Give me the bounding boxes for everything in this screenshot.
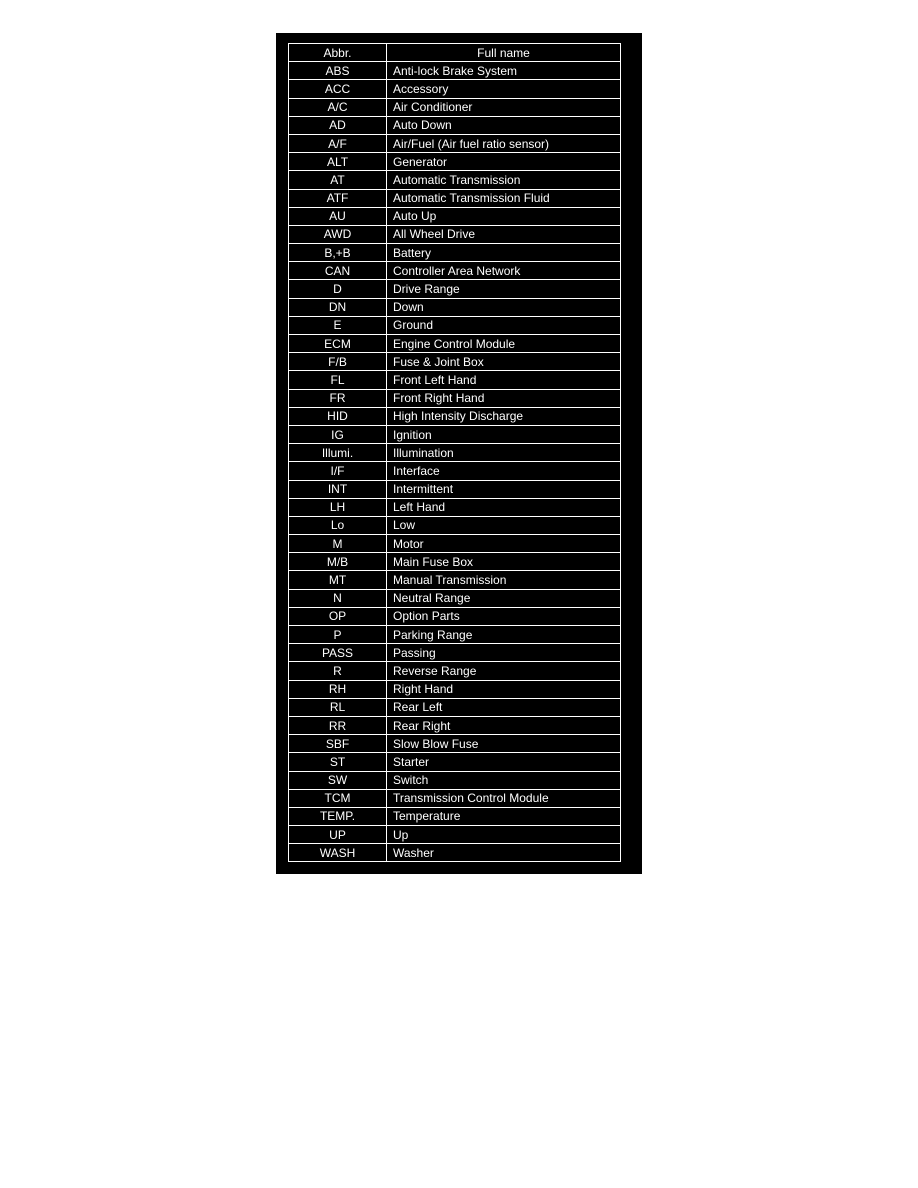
full-name-cell: Left Hand: [387, 498, 621, 516]
full-name-cell: Air Conditioner: [387, 98, 621, 116]
full-name-cell: Manual Transmission: [387, 571, 621, 589]
full-name-cell: Down: [387, 298, 621, 316]
abbr-cell: DN: [289, 298, 387, 316]
table-row: [289, 826, 621, 844]
full-name-cell: Rear Left: [387, 698, 621, 716]
table-row: [289, 771, 621, 789]
full-name-cell: Up: [387, 826, 621, 844]
abbr-cell: AWD: [289, 225, 387, 243]
table-row: [289, 662, 621, 680]
abbr-cell: INT: [289, 480, 387, 498]
full-name-cell: Rear Right: [387, 716, 621, 734]
full-name-cell: Low: [387, 516, 621, 534]
full-name-cell: Washer: [387, 844, 621, 862]
abbr-cell: MT: [289, 571, 387, 589]
table-row: [289, 753, 621, 771]
full-name-cell: All Wheel Drive: [387, 225, 621, 243]
full-name-cell: Front Left Hand: [387, 371, 621, 389]
table-row: [289, 553, 621, 571]
table-row: [289, 189, 621, 207]
full-name-cell: Option Parts: [387, 607, 621, 625]
table-row: [289, 735, 621, 753]
table-row: [289, 807, 621, 825]
table-row: [289, 571, 621, 589]
abbr-cell: E: [289, 316, 387, 334]
full-name-cell: Accessory: [387, 80, 621, 98]
table-row: [289, 262, 621, 280]
abbr-cell: SBF: [289, 735, 387, 753]
abbr-cell: RR: [289, 716, 387, 734]
table-row: [289, 844, 621, 862]
table-row: [289, 626, 621, 644]
abbr-cell: RH: [289, 680, 387, 698]
abbr-cell: N: [289, 589, 387, 607]
full-name-cell: Temperature: [387, 807, 621, 825]
table-row: [289, 225, 621, 243]
abbr-cell: ACC: [289, 80, 387, 98]
abbr-cell: FR: [289, 389, 387, 407]
full-name-cell: Interface: [387, 462, 621, 480]
full-name-cell: Switch: [387, 771, 621, 789]
full-name-cell: Automatic Transmission: [387, 171, 621, 189]
full-name-cell: Main Fuse Box: [387, 553, 621, 571]
table-row: [289, 353, 621, 371]
table-row: [289, 298, 621, 316]
abbr-cell: ST: [289, 753, 387, 771]
abbr-cell: IG: [289, 425, 387, 443]
full-name-cell: Auto Down: [387, 116, 621, 134]
abbr-cell: TEMP.: [289, 807, 387, 825]
header-abbr: Abbr.: [289, 44, 387, 62]
full-name-cell: Battery: [387, 244, 621, 262]
abbr-cell: P: [289, 626, 387, 644]
full-name-cell: Motor: [387, 535, 621, 553]
full-name-cell: Controller Area Network: [387, 262, 621, 280]
table-row: [289, 462, 621, 480]
full-name-cell: Front Right Hand: [387, 389, 621, 407]
full-name-cell: Parking Range: [387, 626, 621, 644]
full-name-cell: Engine Control Module: [387, 335, 621, 353]
table-row: [289, 680, 621, 698]
table-row: [289, 335, 621, 353]
abbr-cell: LH: [289, 498, 387, 516]
full-name-cell: Neutral Range: [387, 589, 621, 607]
full-name-cell: Right Hand: [387, 680, 621, 698]
table-row: [289, 116, 621, 134]
full-name-cell: Ignition: [387, 425, 621, 443]
table-row: [289, 389, 621, 407]
table-row: [289, 62, 621, 80]
table-row: [289, 316, 621, 334]
table-row: [289, 171, 621, 189]
abbr-cell: ABS: [289, 62, 387, 80]
abbr-cell: R: [289, 662, 387, 680]
full-name-cell: Reverse Range: [387, 662, 621, 680]
full-name-cell: Drive Range: [387, 280, 621, 298]
full-name-cell: Starter: [387, 753, 621, 771]
abbr-cell: UP: [289, 826, 387, 844]
table-row: [289, 407, 621, 425]
abbr-cell: A/F: [289, 134, 387, 152]
full-name-cell: Ground: [387, 316, 621, 334]
abbr-cell: M/B: [289, 553, 387, 571]
abbr-cell: SW: [289, 771, 387, 789]
abbr-cell: I/F: [289, 462, 387, 480]
table-row: [289, 644, 621, 662]
full-name-cell: Passing: [387, 644, 621, 662]
table-row: [289, 789, 621, 807]
table-row: [289, 280, 621, 298]
abbreviation-table: [288, 43, 621, 862]
table-row: [289, 371, 621, 389]
abbr-cell: TCM: [289, 789, 387, 807]
abbr-cell: ATF: [289, 189, 387, 207]
full-name-cell: High Intensity Discharge: [387, 407, 621, 425]
table-row: [289, 98, 621, 116]
abbr-cell: AT: [289, 171, 387, 189]
full-name-cell: Anti-lock Brake System: [387, 62, 621, 80]
table-row: [289, 498, 621, 516]
full-name-cell: Transmission Control Module: [387, 789, 621, 807]
abbr-cell: PASS: [289, 644, 387, 662]
full-name-cell: Fuse & Joint Box: [387, 353, 621, 371]
abbr-cell: AU: [289, 207, 387, 225]
table-row: [289, 444, 621, 462]
abbr-cell: A/C: [289, 98, 387, 116]
table-body: [289, 62, 621, 862]
full-name-cell: Auto Up: [387, 207, 621, 225]
abbr-cell: Illumi.: [289, 444, 387, 462]
table-row: [289, 207, 621, 225]
abbr-cell: M: [289, 535, 387, 553]
table-row: [289, 244, 621, 262]
table-row: [289, 607, 621, 625]
table-row: [289, 716, 621, 734]
full-name-cell: Automatic Transmission Fluid: [387, 189, 621, 207]
abbr-cell: FL: [289, 371, 387, 389]
table-row: [289, 134, 621, 152]
table-row: [289, 425, 621, 443]
abbr-cell: CAN: [289, 262, 387, 280]
table-row: [289, 535, 621, 553]
table-row: [289, 516, 621, 534]
full-name-cell: Slow Blow Fuse: [387, 735, 621, 753]
table-header-row: [289, 44, 621, 62]
abbr-cell: ALT: [289, 153, 387, 171]
abbr-cell: F/B: [289, 353, 387, 371]
abbr-cell: Lo: [289, 516, 387, 534]
table-row: [289, 80, 621, 98]
abbr-cell: B,+B: [289, 244, 387, 262]
full-name-cell: Air/Fuel (Air fuel ratio sensor): [387, 134, 621, 152]
table-row: [289, 589, 621, 607]
abbr-cell: AD: [289, 116, 387, 134]
table-row: [289, 698, 621, 716]
abbr-cell: RL: [289, 698, 387, 716]
abbr-cell: D: [289, 280, 387, 298]
abbr-cell: HID: [289, 407, 387, 425]
table-row: [289, 153, 621, 171]
abbreviation-table-panel: [276, 33, 642, 874]
full-name-cell: Intermittent: [387, 480, 621, 498]
full-name-cell: Generator: [387, 153, 621, 171]
table-row: [289, 480, 621, 498]
header-full-name: Full name: [387, 44, 621, 62]
abbr-cell: ECM: [289, 335, 387, 353]
full-name-cell: Illumination: [387, 444, 621, 462]
abbr-cell: OP: [289, 607, 387, 625]
abbr-cell: WASH: [289, 844, 387, 862]
